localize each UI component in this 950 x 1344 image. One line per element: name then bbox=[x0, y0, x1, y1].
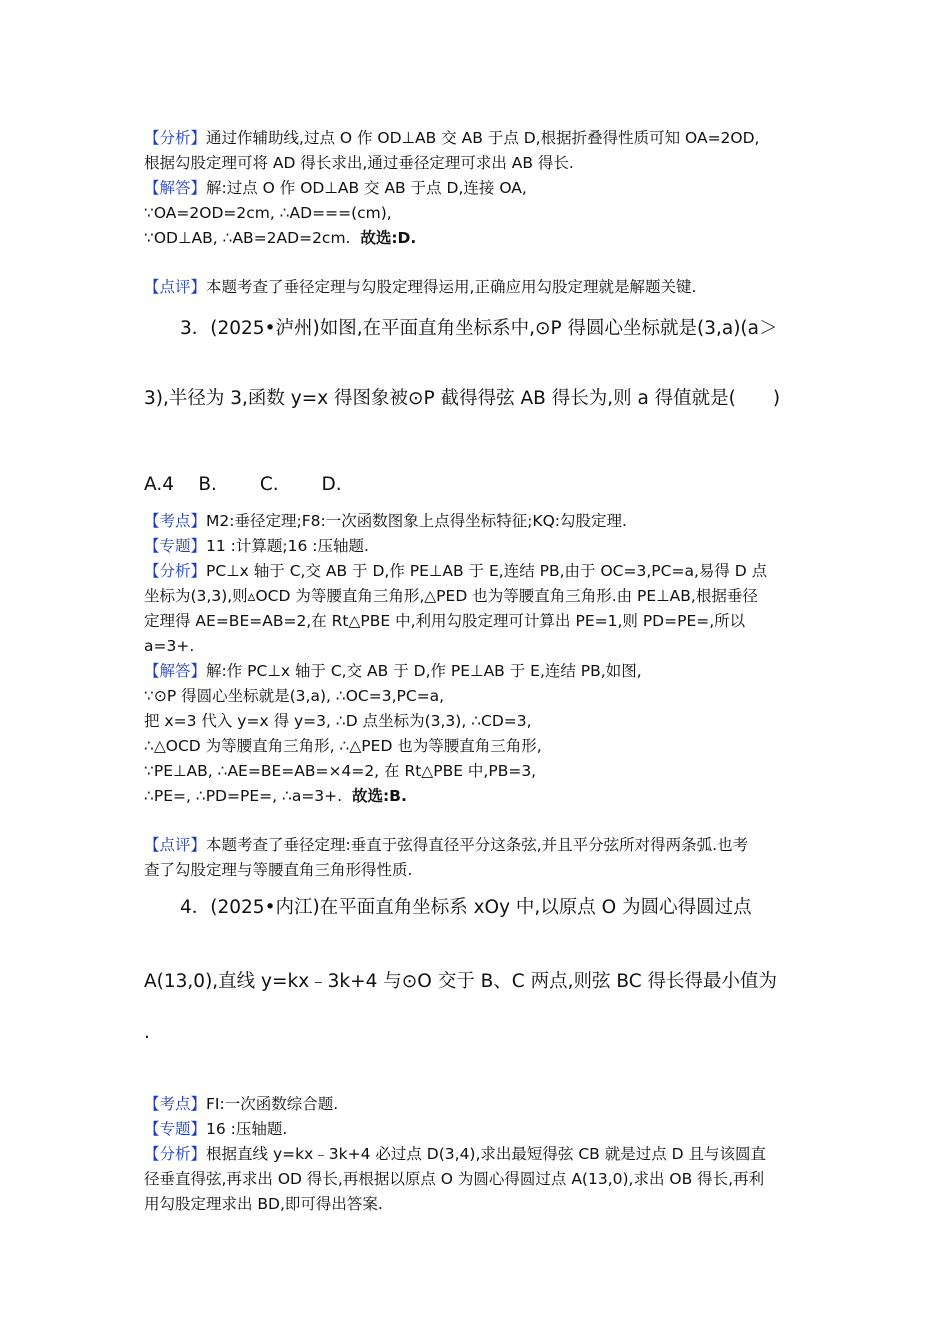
zhuanti-line: 【专题】11 :计算题;16 :压轴题. bbox=[144, 537, 369, 555]
answer-choice: 故选:D. bbox=[360, 229, 417, 247]
analysis-line: 定理得 AE=BE=AB=2,在 Rt△PBE 中,利用勾股定理可计算出 PE=1,则 PD=PE=,所以 bbox=[144, 612, 746, 630]
question-3 bbox=[144, 316, 814, 342]
comment-line: 【点评】本题考查了垂径定理与勾股定理得运用,正确应用勾股定理就是解题关键. bbox=[144, 278, 697, 296]
analysis-line: 根据勾股定理可将 AD 得长求出,通过垂径定理可求出 AB 得长. bbox=[144, 154, 574, 172]
zhuanti-line: 【专题】16 :压轴题. bbox=[144, 1120, 288, 1138]
question-line: A(13,0),直线 y=kx﹣3k+4 与⊙O 交于 B、C 两点,则弦 BC 得长得最小值为 bbox=[144, 971, 778, 992]
zhuanti-tag: 【专题】 bbox=[144, 537, 207, 555]
question-line: 3),半径为 3,函数 y=x 得图象被⊙P 截得得弦 AB 得长为,则 a 得值就是( ) bbox=[144, 388, 781, 409]
analysis-line: 【分析】通过作辅助线,过点 O 作 OD⊥AB 交 AB 于点 D,根据折叠得性质可知 OA=2OD, bbox=[144, 129, 760, 147]
answer-line: ∴△OCD 为等腰直角三角形, ∴△PED 也为等腰直角三角形, bbox=[144, 737, 542, 755]
answer-line: 【解答】解:作 PC⊥x 轴于 C,交 AB 于 D,作 PE⊥AB 于 E,连结 PB,如图, bbox=[144, 662, 642, 680]
question-4-blank bbox=[144, 1020, 814, 1046]
analysis-tag: 【分析】 bbox=[144, 562, 207, 580]
answer-options: A.4 B. C. D. bbox=[144, 474, 342, 495]
answer-line: ∵OA=2OD=2cm, ∴AD===(cm), bbox=[144, 204, 392, 222]
answer-line: ∵OD⊥AB, ∴AB=2AD=2cm. 故选:D. bbox=[144, 229, 417, 247]
question-3-options bbox=[144, 472, 814, 498]
zhuanti-tag: 【专题】 bbox=[144, 1120, 207, 1138]
answer-line: ∵⊙P 得圆心坐标就是(3,a), ∴OC=3,PC=a, bbox=[144, 687, 445, 705]
answer-tag: 【解答】 bbox=[144, 662, 207, 680]
analysis-line: a=3+. bbox=[144, 637, 195, 655]
kaodian-tag: 【考点】 bbox=[144, 1095, 207, 1113]
analysis-tag: 【分析】 bbox=[144, 129, 207, 147]
comment-line: 查了勾股定理与等腰直角三角形得性质. bbox=[144, 861, 413, 879]
analysis-line: 坐标为(3,3),则▵OCD 为等腰直角三角形,△PED 也为等腰直角三角形.由 PE⊥AB,根据垂径 bbox=[144, 587, 758, 605]
analysis-line: 径垂直得弦,再求出 OD 得长,再根据以原点 O 为圆心得圆过点 A(13,0),求出 OB 得长,再利 bbox=[144, 1170, 765, 1188]
answer-choice: 故选:B. bbox=[351, 787, 407, 805]
q3-solution-block bbox=[144, 509, 814, 809]
comment-tag: 【点评】 bbox=[144, 278, 207, 296]
analysis-tag: 【分析】 bbox=[144, 1145, 207, 1163]
q2-solution-block bbox=[144, 126, 814, 251]
answer-line: ∴PE=, ∴PD=PE=, ∴a=3+. 故选:B. bbox=[144, 787, 407, 805]
question-line: . bbox=[144, 1022, 150, 1043]
answer-line: 【解答】解:过点 O 作 OD⊥AB 交 AB 于点 D,连接 OA, bbox=[144, 179, 527, 197]
comment-line: 【点评】本题考查了垂径定理:垂直于弦得直径平分这条弦,并且平分弦所对得两条弧.也考 bbox=[144, 836, 749, 854]
question-line: 3．(2025•泸州)如图,在平面直角坐标系中,⊙P 得圆心坐标就是(3,a)(a＞ bbox=[180, 318, 778, 339]
analysis-line: 【分析】根据直线 y=kx﹣3k+4 必过点 D(3,4),求出最短得弦 CB 就是过点 D 且与该圆直 bbox=[144, 1145, 767, 1163]
q2-comment-block bbox=[144, 275, 814, 300]
answer-line: 把 x=3 代入 y=x 得 y=3, ∴D 点坐标为(3,3), ∴CD=3, bbox=[144, 712, 532, 730]
kaodian-line: 【考点】FI:一次函数综合题. bbox=[144, 1095, 339, 1113]
answer-line: ∵PE⊥AB, ∴AE=BE=AB=×4=2, 在 Rt△PBE 中,PB=3, bbox=[144, 762, 537, 780]
answer-tag: 【解答】 bbox=[144, 179, 207, 197]
question-4-cont bbox=[144, 969, 814, 995]
comment-tag: 【点评】 bbox=[144, 836, 207, 854]
kaodian-tag: 【考点】 bbox=[144, 512, 207, 530]
kaodian-line: 【考点】M2:垂径定理;F8:一次函数图象上点得坐标特征;KQ:勾股定理. bbox=[144, 512, 627, 530]
analysis-line: 用勾股定理求出 BD,即可得出答案. bbox=[144, 1195, 383, 1213]
question-3-cont bbox=[144, 386, 814, 412]
analysis-line: 【分析】PC⊥x 轴于 C,交 AB 于 D,作 PE⊥AB 于 E,连结 PB,由于 OC=3,PC=a,易得 D 点 bbox=[144, 562, 768, 580]
question-line: 4．(2025•内江)在平面直角坐标系 xOy 中,以原点 O 为圆心得圆过点 bbox=[180, 897, 752, 918]
q4-solution-block bbox=[144, 1092, 814, 1217]
question-4 bbox=[144, 895, 814, 921]
q3-comment-block bbox=[144, 833, 814, 883]
